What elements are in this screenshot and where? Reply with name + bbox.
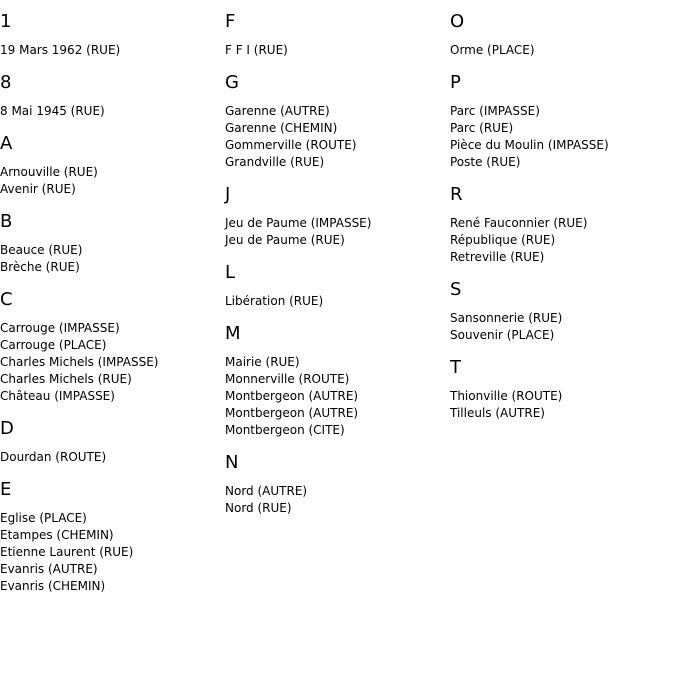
- section-letter: P: [450, 72, 461, 93]
- street-link[interactable]: Sansonnerie (RUE): [450, 311, 563, 325]
- section-letter: N: [225, 452, 239, 473]
- street-list: [0, 103, 224, 120]
- street-link[interactable]: Thionville (ROUTE): [450, 389, 563, 403]
- street-link[interactable]: Mairie (RUE): [225, 355, 300, 369]
- street-link[interactable]: F F I (RUE): [225, 43, 288, 57]
- section-letter: L: [225, 262, 236, 283]
- street-link[interactable]: Poste (RUE): [450, 155, 521, 169]
- letter-group-m: [225, 322, 449, 439]
- street-link[interactable]: Evanris (CHEMIN): [0, 579, 106, 593]
- street-list: [0, 242, 224, 276]
- street-link[interactable]: Montbergeon (CITE): [225, 423, 345, 437]
- street-link[interactable]: 19 Mars 1962 (RUE): [0, 43, 121, 57]
- section-letter: F: [225, 11, 236, 32]
- letter-group-l: [225, 261, 449, 310]
- street-link[interactable]: Avenir (RUE): [0, 182, 76, 196]
- street-link[interactable]: Jeu de Paume (IMPASSE): [225, 216, 372, 230]
- street-link[interactable]: Arnouville (RUE): [0, 165, 98, 179]
- section-letter: J: [225, 184, 231, 205]
- street-link[interactable]: Brèche (RUE): [0, 260, 80, 274]
- street-index-column-2: [225, 10, 449, 529]
- street-link[interactable]: Carrouge (IMPASSE): [0, 321, 120, 335]
- section-letter: S: [450, 279, 462, 300]
- street-list: [225, 354, 449, 439]
- street-link[interactable]: Garenne (CHEMIN): [225, 121, 338, 135]
- section-letter: T: [450, 357, 461, 378]
- street-link[interactable]: Pièce du Moulin (IMPASSE): [450, 138, 609, 152]
- section-letter: E: [0, 479, 12, 500]
- letter-group-p: [450, 71, 674, 171]
- street-link[interactable]: Evanris (AUTRE): [0, 562, 98, 576]
- letter-group-j: [225, 183, 449, 249]
- street-list: [0, 320, 224, 405]
- street-link[interactable]: Jeu de Paume (RUE): [225, 233, 345, 247]
- letter-group-c: [0, 288, 224, 405]
- street-link[interactable]: René Fauconnier (RUE): [450, 216, 588, 230]
- section-letter: C: [0, 289, 13, 310]
- street-link[interactable]: Carrouge (PLACE): [0, 338, 107, 352]
- street-list: [0, 510, 224, 595]
- street-link[interactable]: République (RUE): [450, 233, 556, 247]
- street-link[interactable]: Montbergeon (AUTRE): [225, 389, 359, 403]
- street-link[interactable]: Nord (RUE): [225, 501, 292, 515]
- street-link[interactable]: Tilleuls (AUTRE): [450, 406, 545, 420]
- street-link[interactable]: Grandville (RUE): [225, 155, 325, 169]
- street-list: [225, 215, 449, 249]
- letter-group-n: [225, 451, 449, 517]
- section-letter: D: [0, 418, 14, 439]
- street-link[interactable]: Beauce (RUE): [0, 243, 83, 257]
- street-list: [0, 164, 224, 198]
- street-link[interactable]: Etampes (CHEMIN): [0, 528, 114, 542]
- letter-group-g: [225, 71, 449, 171]
- street-link[interactable]: Nord (AUTRE): [225, 484, 308, 498]
- street-list: [450, 42, 674, 59]
- letter-group-o: [450, 10, 674, 59]
- street-link[interactable]: Eglise (PLACE): [0, 511, 87, 525]
- street-link[interactable]: 8 Mai 1945 (RUE): [0, 104, 105, 118]
- section-letter: G: [225, 72, 239, 93]
- letter-group-e: [0, 478, 224, 595]
- street-link[interactable]: Etienne Laurent (RUE): [0, 545, 134, 559]
- letter-group-s: [450, 278, 674, 344]
- section-letter: R: [450, 184, 463, 205]
- street-list: [225, 42, 449, 59]
- letter-group-1: [0, 10, 224, 59]
- street-link[interactable]: Libération (RUE): [225, 294, 324, 308]
- letter-group-d: [0, 417, 224, 466]
- section-letter: B: [0, 211, 13, 232]
- street-link[interactable]: Orme (PLACE): [450, 43, 535, 57]
- street-list: [450, 215, 674, 266]
- section-letter: A: [0, 133, 13, 154]
- street-list: [225, 483, 449, 517]
- street-list: [450, 103, 674, 171]
- street-link[interactable]: Retreville (RUE): [450, 250, 545, 264]
- street-index-column-1: [0, 10, 224, 607]
- street-link[interactable]: Gommerville (ROUTE): [225, 138, 357, 152]
- street-list: [0, 449, 224, 466]
- section-letter: 1: [0, 11, 12, 32]
- street-link[interactable]: Charles Michels (IMPASSE): [0, 355, 159, 369]
- street-link[interactable]: Souvenir (PLACE): [450, 328, 555, 342]
- street-list: [450, 388, 674, 422]
- section-letter: O: [450, 11, 465, 32]
- letter-group-a: [0, 132, 224, 198]
- street-link[interactable]: Dourdan (ROUTE): [0, 450, 107, 464]
- street-list: [450, 310, 674, 344]
- street-link[interactable]: Garenne (AUTRE): [225, 104, 330, 118]
- street-link[interactable]: Château (IMPASSE): [0, 389, 115, 403]
- street-link[interactable]: Monnerville (ROUTE): [225, 372, 350, 386]
- street-list: [225, 293, 449, 310]
- section-letter: M: [225, 323, 241, 344]
- letter-group-t: [450, 356, 674, 422]
- street-link[interactable]: Parc (IMPASSE): [450, 104, 540, 118]
- street-list: [0, 42, 224, 59]
- letter-group-8: [0, 71, 224, 120]
- street-link[interactable]: Charles Michels (RUE): [0, 372, 132, 386]
- letter-group-f: [225, 10, 449, 59]
- street-index-column-3: [450, 10, 674, 434]
- street-list: [225, 103, 449, 171]
- section-letter: 8: [0, 72, 12, 93]
- street-link[interactable]: Montbergeon (AUTRE): [225, 406, 359, 420]
- street-link[interactable]: Parc (RUE): [450, 121, 514, 135]
- letter-group-b: [0, 210, 224, 276]
- letter-group-r: [450, 183, 674, 266]
